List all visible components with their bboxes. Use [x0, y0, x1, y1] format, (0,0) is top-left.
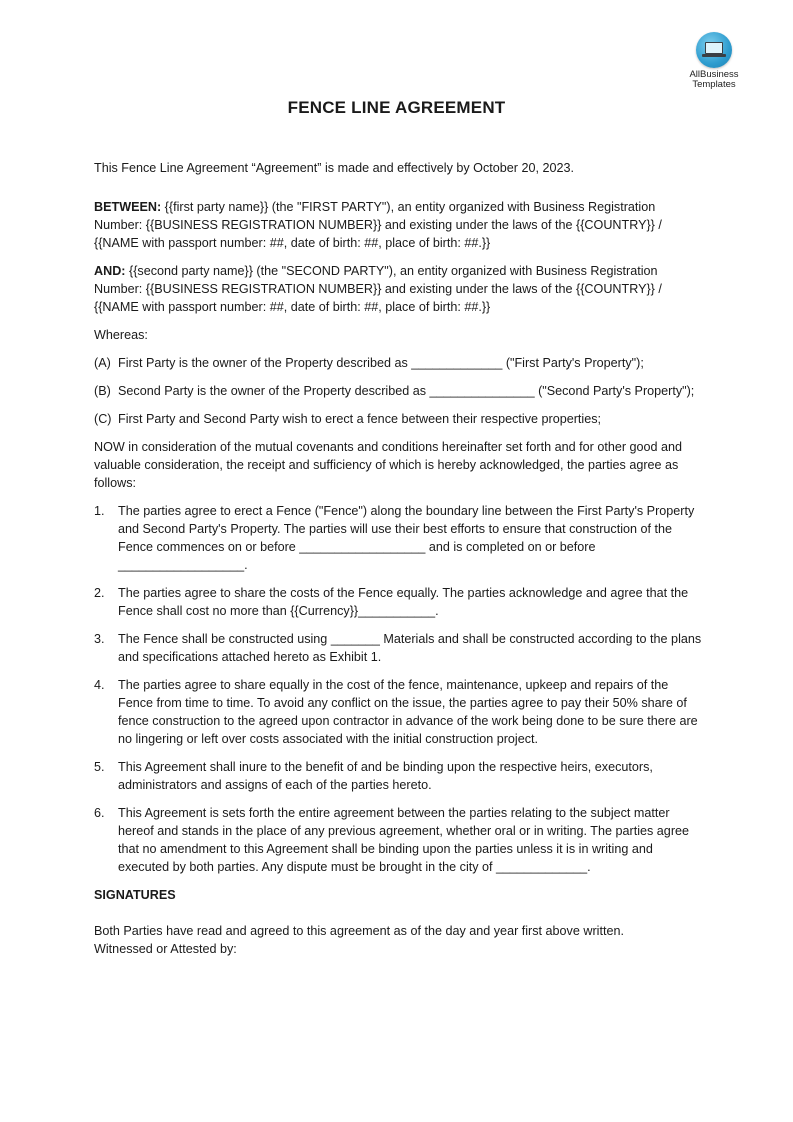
whereas-heading: Whereas:: [94, 328, 148, 342]
recital-item: [94, 410, 704, 428]
clause-number: 1.: [94, 504, 105, 518]
clause-text: The Fence shall be constructed using _______ Materials and shall be constructed according to the plans and specifications attached hereto as Exhibit 1.: [118, 632, 702, 664]
and-text: {{second party name}} (the "SECOND PARTY"), an entity organized with Business Registration Number: {{BUSINESS REGISTRATION NUMBER}} and existing under the laws of the {{COUNTRY}} / {{NAME with passport number: ##, date of birth: ##, place of birth: ##.}}: [94, 264, 662, 314]
witness-line: Witnessed or Attested by:: [94, 942, 237, 956]
closing-statement: Both Parties have read and agreed to this agreement as of the day and year first above written.: [94, 924, 624, 938]
clause-text: The parties agree to erect a Fence ("Fence") along the boundary line between the First Party's Property and Second Party's Property. The parties will use their best efforts to ensure that construction of the Fence commences on or before __________________ and is completed on or before __________________.: [118, 504, 695, 572]
clause-number: 4.: [94, 678, 105, 692]
recital-text: Second Party is the owner of the Property described as _______________ ("Second Party's Property");: [118, 384, 695, 398]
logo-line-2: Templates: [692, 79, 736, 90]
clause-number: 2.: [94, 586, 105, 600]
clause-text: This Agreement shall inure to the benefit of and be binding upon the respective heirs, executors, administrators and assigns of each of the parties hereto.: [118, 760, 653, 792]
between-paragraph: [94, 198, 704, 252]
document-title: FENCE LINE AGREEMENT: [287, 98, 506, 117]
logo-line-1: AllBusiness: [689, 69, 739, 80]
between-text: {{first party name}} (the "FIRST PARTY"), an entity organized with Business Registration Number: {{BUSINESS REGISTRATION NUMBER}} and existing under the laws of the {{COUNTRY}} / {{NAME with passport number: ##, date of birth: ##, place of birth: ##.}}: [94, 200, 662, 250]
intro-paragraph: This Fence Line Agreement “Agreement” is made and effectively by October 20, 2023.: [94, 161, 574, 175]
document-body: [94, 159, 704, 958]
clause-item: [94, 676, 704, 748]
logo-text: [680, 70, 748, 90]
clause-item: [94, 630, 704, 666]
between-label: BETWEEN:: [94, 200, 162, 214]
clause-item: [94, 502, 704, 574]
recital-label: (B): [94, 384, 111, 398]
laptop-icon: [696, 32, 732, 68]
brand-logo: [680, 32, 748, 90]
clause-text: The parties agree to share the costs of the Fence equally. The parties acknowledge and agree that the Fence shall cost no more than {{Currency}}___________.: [118, 586, 689, 618]
recital-text: First Party and Second Party wish to erect a fence between their respective properties;: [118, 412, 601, 426]
and-label: AND:: [94, 264, 126, 278]
recital-label: (A): [94, 356, 111, 370]
clause-item: [94, 804, 704, 876]
clause-text: This Agreement is sets forth the entire agreement between the parties relating to the subject matter hereof and stands in the place of any previous agreement, whether oral or in writing. The parties agree that no amendment to this Agreement shall be binding upon the parties unless it is in writing and executed by both parties. Any dispute must be brought in the city of _____________.: [118, 806, 690, 874]
recital-item: [94, 382, 704, 400]
clause-text: The parties agree to share equally in the cost of the fence, maintenance, upkeep and repairs of the Fence from time to time. To avoid any conflict on the issue, the parties agree to pay their 50% share of fence construction to the agreed upon contractor in advance of the work being done to be sure there are no lingering or left over costs associated with the initial construction project.: [118, 678, 698, 746]
clause-number: 5.: [94, 760, 105, 774]
recital-label: (C): [94, 412, 112, 426]
now-paragraph: NOW in consideration of the mutual covenants and conditions hereinafter set forth and for other good and valuable consideration, the receipt and sufficiency of which is hereby acknowledged, the parties agree as follows:: [94, 440, 683, 490]
and-paragraph: [94, 262, 704, 316]
clause-item: [94, 758, 704, 794]
recital-text: First Party is the owner of the Property described as _____________ ("First Party's Property");: [118, 356, 644, 370]
signatures-heading: SIGNATURES: [94, 888, 176, 902]
clause-number: 3.: [94, 632, 105, 646]
recital-item: [94, 354, 704, 372]
clause-number: 6.: [94, 806, 105, 820]
clause-item: [94, 584, 704, 620]
